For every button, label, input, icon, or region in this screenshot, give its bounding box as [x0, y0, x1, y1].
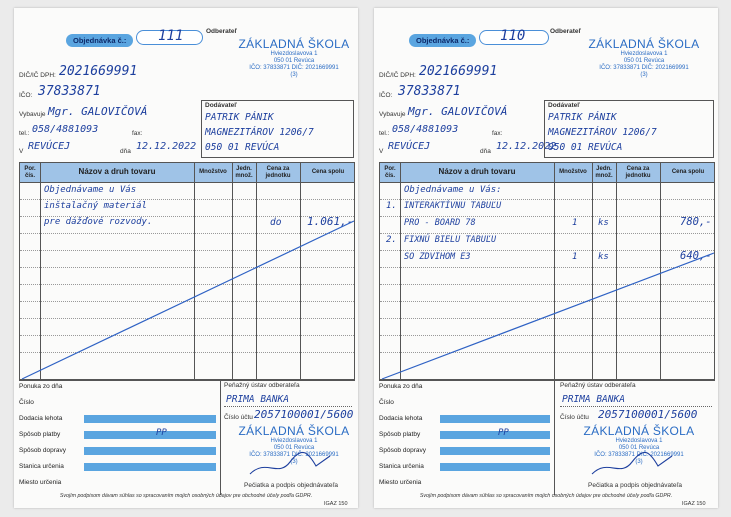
bank-label: Peňažný ústav odberateľa [560, 382, 636, 389]
number-label: Číslo [379, 399, 394, 406]
row-total: 780,- [680, 216, 712, 228]
issued-by-value: Mgr. GALOVIČOVÁ [48, 105, 148, 118]
date-value: 12.12.2022 [136, 141, 197, 152]
place-label: V [379, 148, 384, 155]
payment-field [440, 431, 550, 439]
total-price-cell: 1.061,- [307, 215, 354, 228]
signature [588, 448, 678, 480]
transport-field [84, 447, 216, 455]
delivery-deadline-label: Dodacia lehota [379, 415, 423, 422]
fax-label: fax: [132, 130, 143, 137]
items-table [19, 162, 355, 380]
order-form-right [374, 8, 718, 508]
customer-heading: Odberateľ [206, 28, 238, 35]
place-value: REVÚCEJ [388, 141, 431, 152]
order-number-label: Objednávka č.: [66, 30, 133, 48]
issued-by-value: Mgr. GALOVIČOVÁ [408, 105, 508, 118]
items-note-line-1: Objednávame u Vás: [404, 185, 502, 195]
offer-from-label: Ponuka zo dňa [379, 383, 423, 390]
vendor-line-1: PATRIK PÁNIK [548, 112, 617, 123]
issued-by-label: Vybavuje [19, 111, 46, 118]
payment-value: PP [156, 428, 167, 438]
row-no: 1. [386, 201, 397, 211]
items-note-line-2: inštalačný materiál [44, 201, 147, 211]
account-value: 2057100001/5600 [254, 408, 354, 421]
cancel-diagonal-line [380, 163, 716, 381]
row-name: INTERAKTÍVNU TABUĽU [404, 201, 502, 211]
vendor-line-2: MAGNEZITÁROV 1206/7 [205, 127, 314, 138]
deadline-field [440, 415, 550, 423]
vendor-box [201, 100, 354, 158]
bank-value: PRIMA BANKA [562, 394, 625, 405]
col-unit-header: Jedn. množ. [595, 166, 613, 179]
vat-id-label: DIČ/IČ DPH: [19, 72, 56, 79]
items-note-line-1: Objednávame u Vás [44, 185, 137, 195]
destination-label: Stanica určenia [19, 463, 64, 470]
signature-label: Pečiatka a podpis objednávateľa [588, 482, 683, 489]
transport-field [440, 447, 550, 455]
destination-place-label: Miesto určenia [19, 479, 62, 486]
gdpr-note: Svojím podpisom dávam súhlas so spracovaním mojich osobných údajov pre obchodné účely podľa GDPR. [419, 493, 673, 499]
form-code: IGAZ 150 [324, 501, 348, 507]
col-unit-price-header: Cena za jednotku [265, 166, 291, 179]
row-name: SO ZDVIHOM E3 [404, 252, 471, 262]
destination-field [440, 463, 550, 471]
destination-label: Stanica určenia [379, 463, 424, 470]
vendor-line-1: PATRIK PÁNIK [205, 112, 274, 123]
vat-id-label: DIČ/IČ DPH: [379, 72, 416, 79]
school-stamp-top: ZÁKLADNÁ ŠKOLA Hviezdoslavova 1 050 01 Revúca IČO: 37833871 DIČ: 2021669991 (3) [238, 37, 350, 78]
issued-by-label: Vybavuje [379, 111, 406, 118]
col-unit-header: Jedn. množ. [235, 166, 253, 179]
number-label: Číslo [19, 399, 34, 406]
order-number-label: Objednávka č.: [409, 30, 476, 48]
vendor-line-3: 050 01 REVÚCA [548, 142, 623, 153]
tel-label: tel.: [19, 130, 30, 137]
company-id-label: IČO: [19, 92, 33, 99]
col-no-header: Por. čís. [24, 166, 36, 179]
order-form-left [14, 8, 358, 508]
transport-method-label: Spôsob dopravy [19, 447, 66, 454]
vendor-line-2: MAGNEZITÁROV 1206/7 [548, 127, 657, 138]
place-label: V [19, 148, 24, 155]
signature [246, 448, 336, 480]
company-id-label: IČO: [379, 92, 393, 99]
row-total: 640,- [680, 250, 712, 262]
form-code: IGAZ 150 [682, 501, 706, 507]
date-label: dňa [480, 148, 491, 155]
col-unit-price-header: Cena za jednotku [625, 166, 651, 179]
company-id-value: 37833871 [38, 84, 101, 99]
order-number: 110 [500, 28, 526, 44]
account-value: 2057100001/5600 [598, 408, 698, 421]
vat-id-value: 2021669991 [59, 64, 138, 79]
fax-label: fax: [492, 130, 503, 137]
col-no-header: Por. čís. [384, 166, 396, 179]
vendor-line-3: 050 01 REVÚCA [205, 142, 280, 153]
gdpr-note: Svojím podpisom dávam súhlas so spracovaním mojich osobných údajov pre obchodné účely podľa GDPR. [59, 493, 313, 499]
school-stamp-top: ZÁKLADNÁ ŠKOLA Hviezdoslavova 1 050 01 Revúca IČO: 37833871 DIČ: 2021669991 (3) [588, 37, 700, 78]
col-name-header: Názov a druh tovaru [78, 167, 156, 177]
order-number: 111 [158, 28, 184, 44]
account-label: Číslo účtu [224, 414, 253, 421]
items-table [379, 162, 715, 380]
school-stamp-bottom: ZÁKLADNÁ ŠKOLA Hviezdoslavova 1 050 01 Revúca IČO: 37833871 DIČ: 2021669991 (3) [238, 424, 350, 465]
place-value: REVÚCEJ [28, 141, 71, 152]
signature-label: Pečiatka a podpis objednávateľa [244, 482, 339, 489]
offer-from-label: Ponuka zo dňa [19, 383, 63, 390]
row-no: 2. [386, 235, 397, 245]
payment-field [84, 431, 216, 439]
vat-id-value: 2021669991 [419, 64, 498, 79]
date-value: 12.12.2022 [496, 141, 557, 152]
deadline-field [84, 415, 216, 423]
cancel-diagonal-line [20, 163, 356, 381]
bank-value: PRIMA BANKA [226, 394, 289, 405]
payment-value: PP [498, 428, 509, 438]
tel-value: 058/4881093 [32, 124, 99, 135]
items-note-line-3: pre dážďové rozvody. [44, 217, 153, 227]
delivery-deadline-label: Dodacia lehota [19, 415, 63, 422]
destination-field [84, 463, 216, 471]
vendor-heading: Dodávateľ [548, 102, 580, 109]
row-qty: 1 [572, 218, 578, 228]
col-total-header: Cena spolu [671, 169, 705, 176]
row-name: PRO - BOARD 78 [404, 218, 476, 228]
transport-method-label: Spôsob dopravy [379, 447, 426, 454]
payment-method-label: Spôsob platby [19, 431, 61, 438]
vendor-box [544, 100, 714, 158]
date-label: dňa [120, 148, 131, 155]
row-unit: ks [598, 218, 609, 228]
row-qty: 1 [572, 252, 578, 262]
col-qty-header: Množstvo [559, 169, 587, 176]
col-total-header: Cena spolu [311, 169, 345, 176]
tel-value: 058/4881093 [392, 124, 459, 135]
account-label: Číslo účtu [560, 414, 589, 421]
col-qty-header: Množstvo [199, 169, 227, 176]
vendor-heading: Dodávateľ [205, 102, 237, 109]
customer-heading: Odberateľ [550, 28, 582, 35]
destination-place-label: Miesto určenia [379, 479, 422, 486]
bank-label: Peňažný ústav odberateľa [224, 382, 300, 389]
row-unit: ks [598, 252, 609, 262]
tel-label: tel.: [379, 130, 390, 137]
payment-method-label: Spôsob platby [379, 431, 421, 438]
row-name: FIXNÚ BIELU TABUĽU [404, 235, 497, 245]
unit-price-cell: do [270, 217, 282, 228]
company-id-value: 37833871 [398, 84, 461, 99]
col-name-header: Názov a druh tovaru [438, 167, 516, 177]
school-stamp-bottom: ZÁKLADNÁ ŠKOLA Hviezdoslavova 1 050 01 Revúca IČO: 37833871 DIČ: 2021669991 (3) [583, 424, 695, 465]
